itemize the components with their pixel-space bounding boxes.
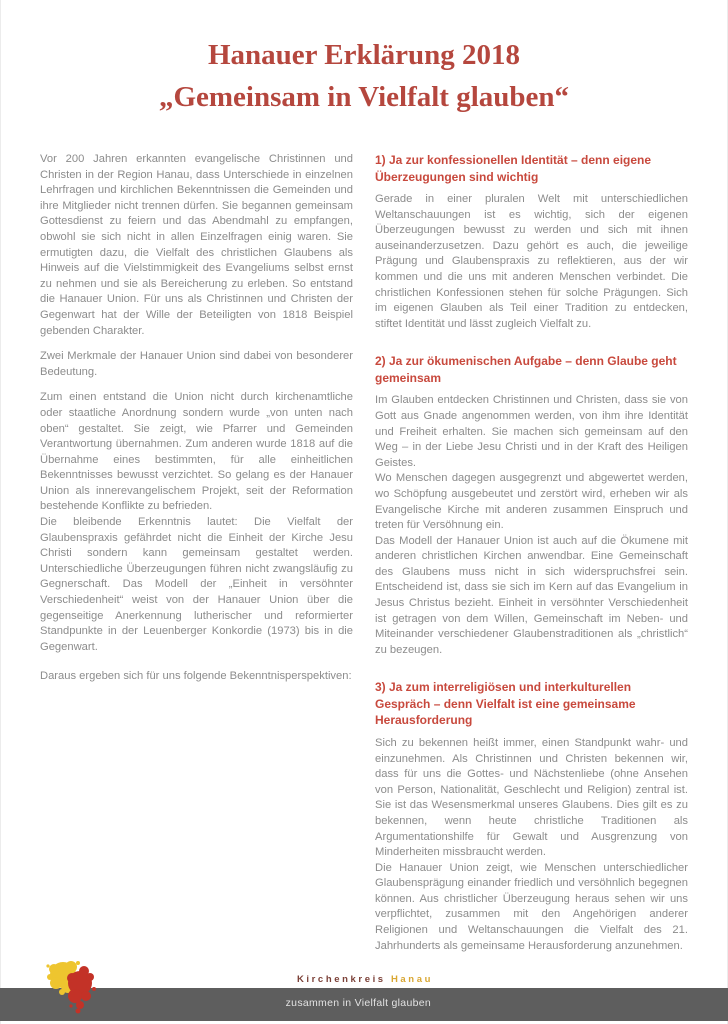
paragraph: Gerade in einer pluralen Welt mit unterschiedlichen Weltanschauungen ist es wichtig, sich der eigenen Überzeugungen bewusst zu werden und sich mit ihnen auseinanderzusetzen. Dazu gehört es auch, die jeweilige Prägung und Glaubenspraxis zu reflektieren, aus der wir kommen und die uns mit anderen Menschen verbindet. Die christlichen Konfessionen stehen für solche Prägungen. Sich im eigenen Glauben als Teil einer Tradition zu entdecken, stiftet Identität und lässt zugleich Vielfalt zu. bbox=[375, 193, 688, 330]
paragraph: Sich zu bekennen heißt immer, einen Standpunkt wahr- und einzunehmen. Als Christinnen und Christen bekennen wir, dass für uns die Gottes- und Nächstenliebe (ohne Ansehen von Person, Nationalität, Geschlecht und Religion) zentral ist. Sie ist das Wesensmerkmal unseres Glaubens. Dies gilt es zu bekennen, wenn heute christliche Traditionen als Argumentationshilfe für Gewalt und Ausgrenzung von Minderheiten missbraucht werden. bbox=[375, 736, 688, 859]
paragraph: Die Hanauer Union zeigt, wie Menschen unterschiedlicher Glaubensprägung einander friedlich und versöhnlich begegnen können. Aus christlicher Überzeugung heraus sehen wir uns verpflichtet, zusammen mit den Angehörigen anderer Religionen und Weltanschauungen die Vielfalt des 21. Jahrhunderts als gemeinsame Herausforderung anzunehmen. bbox=[375, 861, 688, 952]
paragraph: Das Modell der Hanauer Union ist auch auf die Ökumene mit anderen christlichen Kirchen anwendbar. Eine Gemeinschaft des Glaubens muss nicht in sich widerspruchsfrei sein. Entscheidend ist, dass sie sich im Kern auf das Evangelium in Jesus Christus bezieht. Einheit in versöhnter Verschiedenheit ist getragen von dem Willen, Gemeinschaft im Neben- und Miteinander verschiedener Glaubenstraditionen als „christlich“ zu bezeugen. bbox=[375, 534, 688, 656]
section-2 bbox=[375, 353, 688, 658]
page-title-line2: „Gemeinsam in Vielfalt glauben“ bbox=[158, 81, 570, 113]
brand-name-accent: Hanau bbox=[390, 974, 433, 985]
left-column bbox=[40, 152, 353, 975]
paragraph: Wo Menschen dagegen ausgegrenzt und abgewertet werden, wo Schöpfung ausgebeutet und zerstört wird, erheben wir als Evangelische Kirche mit anderen zusammen Einspruch und treten für Versöhnung ein. bbox=[375, 472, 688, 532]
paragraph: Die bleibende Erkenntnis lautet: Die Vielfalt der Glaubenspraxis gefährdet nicht die Einheit der Kirche Jesu Christi sondern kann gemeinsam gestaltet werden. Unterschiedliche Überzeugungen führen nicht zwangsläufig zu Gegnerschaft. Das Modell der „Einheit in versöhnter Verschiedenheit“ weist von der Hanauer Union über die gegenseitige Anerkennung lutherischer und reformierter Standpunkte in der Leuenberger Konkordie (1973) bis in die Gegenwart. bbox=[40, 516, 353, 653]
paragraph: Zwei Merkmale der Hanauer Union sind dabei von besonderer Bedeutung. bbox=[40, 350, 353, 378]
section-1 bbox=[375, 152, 688, 332]
text-columns bbox=[40, 152, 688, 975]
paragraph: Im Glauben entdecken Christinnen und Christen, dass sie von Gott aus Gnade angenommen werden, von ihm ihre Identität und Freiheit erhalten. Sie machen sich gemeinsam auf den Weg – in der Liebe Jesu Christi und in der Kraft des Heiligen Geistes. bbox=[375, 394, 688, 469]
page-title-line1: Hanauer Erklärung 2018 bbox=[207, 39, 521, 71]
page-title bbox=[0, 34, 728, 118]
right-column bbox=[375, 152, 688, 975]
section-3 bbox=[375, 679, 688, 954]
paragraph: Vor 200 Jahren erkannten evangelische Christinnen und Christen in der Region Hanau, dass Unterschiede in einzelnen Lehrfragen und kirchlichen Bekenntnissen die Gemeinden und ihre Mitglieder nicht trennen dürfen. Sie begannen gemeinsam Gottesdienst zu feiern und das Abendmahl zu empfangen, obwohl sie sich nicht in allen Einzelfragen einig waren. Sie ermutigten dazu, die Vielfalt des christlichen Glaubens als Hinweis auf die Vielstimmigkeit des Evangeliums selbst ernst zu nehmen und sie als Bereicherung zu erleben. So entstand die Hanauer Union. Für uns als Christinnen und Christen der Gegenwart hat der Wille der Beteiligten von 1818 Beispiel gebenden Charakter. bbox=[40, 153, 353, 337]
paint-splat-logo-icon bbox=[42, 956, 102, 1016]
section-heading: 2) Ja zur ökumenischen Aufgabe – denn Glaube geht gemeinsam bbox=[375, 354, 677, 385]
brand-tagline: zusammen in Vielfalt glauben bbox=[285, 997, 431, 1009]
section-heading: 3) Ja zum interreligiösen und interkulturellen Gespräch – denn Vielfalt ist eine gemeinsame Herausforderung bbox=[375, 680, 636, 728]
paragraph: Daraus ergeben sich für uns folgende Bekenntnisperspektiven: bbox=[40, 670, 352, 683]
brand-name-primary: Kirchenkreis bbox=[296, 974, 386, 985]
paragraph: Zum einen entstand die Union nicht durch kirchenamtliche oder staatliche Anordnung sondern wurde „von unten nach oben“ gestaltet. Sie zeigt, wie Pfarrer und Gemeinden Verantwortung übernahmen. Zum anderen wurde 1818 auf die Übernahme eines bestimmten, für alle einheitlichen Bekenntnisses bewusst verzichtet. So gelang es der Hanauer Union als innerevangelischem Projekt, seit der Reformation bestehende Konflikte zu befrieden. bbox=[40, 391, 353, 513]
section-heading: 1) Ja zur konfessionellen Identität – denn eigene Überzeugungen sind wichtig bbox=[375, 153, 652, 184]
